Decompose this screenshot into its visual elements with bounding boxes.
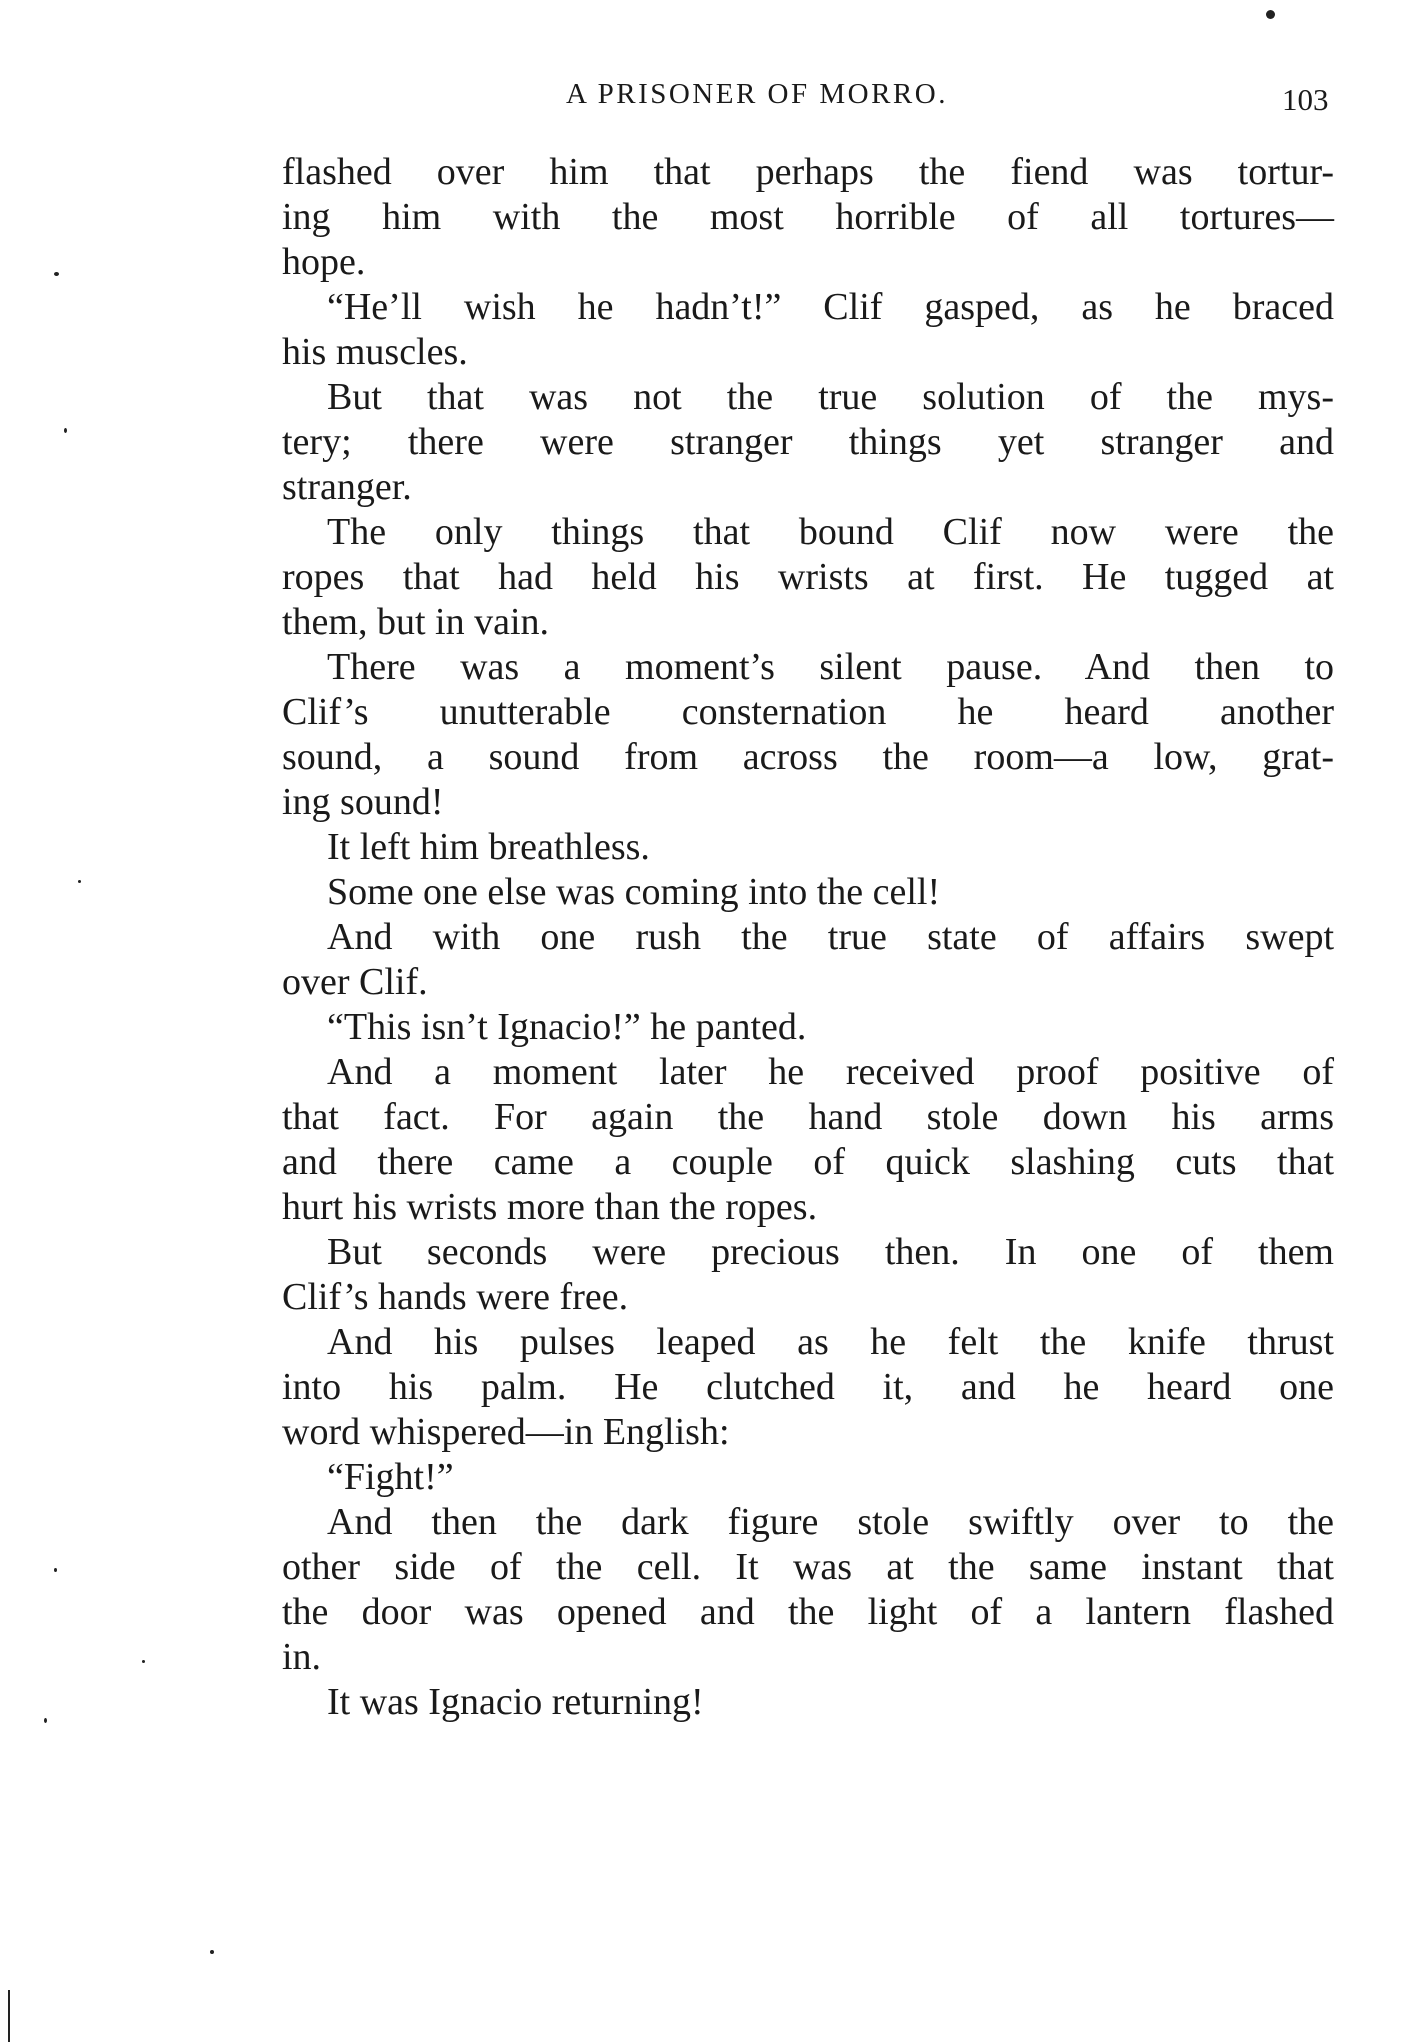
text-line: stranger. — [282, 466, 412, 508]
text-line: It left him breathless. — [327, 826, 650, 868]
text-line: “Fight!” — [327, 1456, 454, 1498]
page-number: 103 — [1282, 82, 1329, 117]
text-line: And a moment later he received proof positive of — [327, 1051, 1334, 1093]
text-line: “This isn’t Ignacio!” he panted. — [327, 1006, 807, 1048]
text-line: ing him with the most horrible of all tortures— — [282, 196, 1334, 238]
text-line: hope. — [282, 241, 366, 283]
text-line: ing sound! — [282, 781, 444, 823]
running-head: A PRISONER OF MORRO. — [566, 78, 948, 110]
text-line: flashed over him that perhaps the fiend was tortur- — [282, 151, 1334, 193]
text-line: them, but in vain. — [282, 601, 550, 643]
text-line: “He’ll wish he hadn’t!” Clif gasped, as he braced — [327, 286, 1334, 328]
text-line: and there came a couple of quick slashing cuts that — [282, 1141, 1334, 1183]
scan-speck — [1266, 10, 1275, 19]
text-line: tery; there were stranger things yet stranger and — [282, 421, 1334, 463]
scan-speck — [64, 428, 67, 433]
text-line: the door was opened and the light of a lantern flashed — [282, 1591, 1334, 1633]
text-line: word whispered—in English: — [282, 1411, 730, 1453]
text-line: Clif’s hands were free. — [282, 1276, 629, 1318]
text-line: The only things that bound Clif now were the — [327, 511, 1334, 553]
text-line: And with one rush the true state of affairs swept — [327, 916, 1334, 958]
margin-mark — [8, 1990, 10, 2042]
text-line: And then the dark figure stole swiftly over to the — [327, 1501, 1334, 1543]
scan-speck — [210, 1950, 214, 1954]
scan-speck — [54, 1568, 57, 1572]
text-line: hurt his wrists more than the ropes. — [282, 1186, 818, 1228]
text-line: But seconds were precious then. In one of them — [327, 1231, 1334, 1273]
text-line: into his palm. He clutched it, and he heard one — [282, 1366, 1334, 1408]
scan-speck — [54, 272, 59, 276]
text-line: There was a moment’s silent pause. And then to — [327, 646, 1334, 688]
text-line: Clif’s unutterable consternation he heard another — [282, 691, 1334, 733]
scan-speck — [142, 1660, 145, 1663]
scan-speck — [44, 1718, 47, 1723]
text-line: in. — [282, 1636, 322, 1678]
scan-speck — [78, 880, 81, 883]
text-line: It was Ignacio returning! — [327, 1681, 704, 1723]
page-header — [0, 78, 1426, 128]
text-line: over Clif. — [282, 961, 428, 1003]
text-line: But that was not the true solution of the mys- — [327, 376, 1334, 418]
text-line: his muscles. — [282, 331, 468, 373]
text-line: Some one else was coming into the cell! — [327, 871, 941, 913]
text-line: ropes that had held his wrists at first. He tugged at — [282, 556, 1334, 598]
body-text — [282, 150, 1334, 1725]
text-line: sound, a sound from across the room—a low, grat- — [282, 736, 1334, 778]
text-line: other side of the cell. It was at the same instant that — [282, 1546, 1334, 1588]
text-line: that fact. For again the hand stole down his arms — [282, 1096, 1334, 1138]
text-line: And his pulses leaped as he felt the knife thrust — [327, 1321, 1334, 1363]
